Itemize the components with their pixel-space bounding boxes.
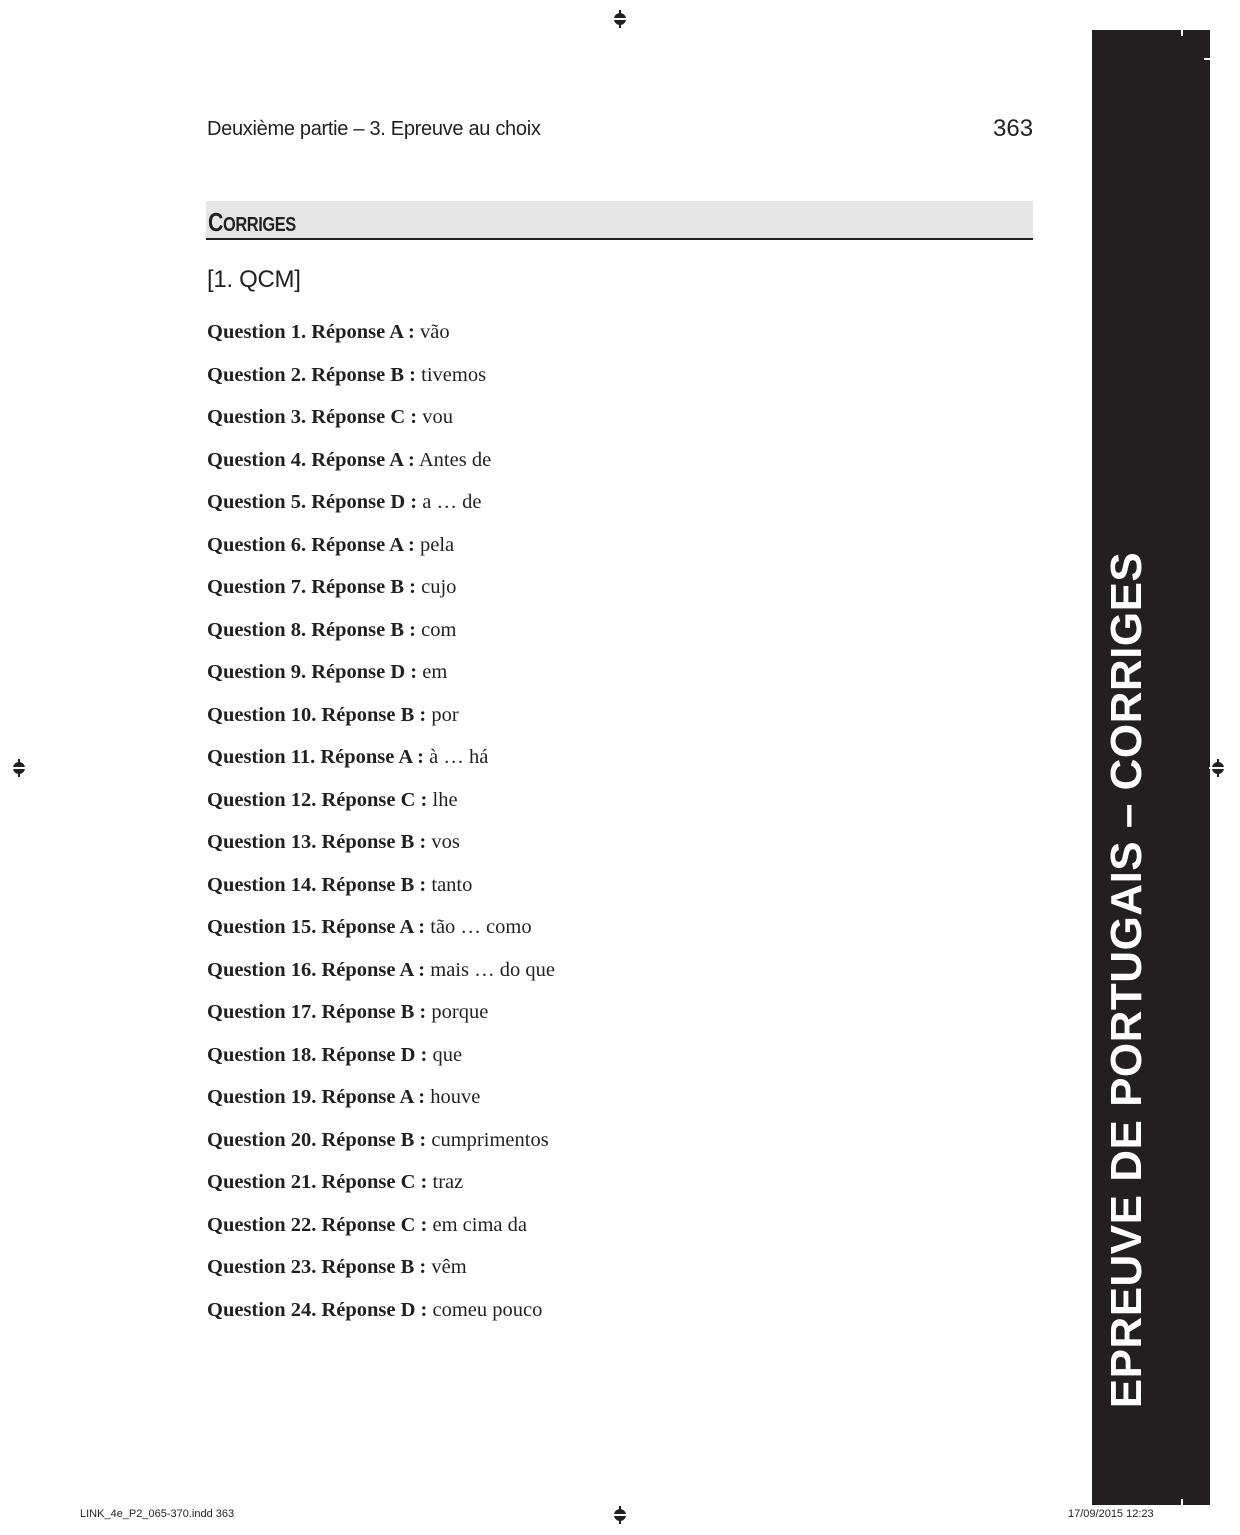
- answer-row: [207, 318, 555, 361]
- answer-text: tão … como: [430, 916, 532, 938]
- question-label: Question 14. Réponse B :: [207, 873, 427, 896]
- registration-mark-icon: [614, 13, 626, 25]
- crop-mark: [1181, 1499, 1183, 1505]
- title-initial: C: [208, 207, 223, 237]
- answer-row: [207, 871, 555, 914]
- question-label: Question 7. Réponse B :: [207, 576, 417, 598]
- crop-mark: [1181, 30, 1183, 36]
- question-label: Question 10. Réponse B :: [207, 703, 427, 726]
- answer-text: a … de: [422, 491, 482, 513]
- answer-text: cumprimentos: [431, 1128, 549, 1151]
- question-label: Question 18. Réponse D :: [207, 1043, 428, 1066]
- answer-row: [207, 488, 555, 531]
- answer-text: com: [421, 618, 457, 641]
- answer-text: vão: [420, 321, 450, 343]
- answer-row: [207, 361, 555, 404]
- page-number: 363: [993, 115, 1034, 142]
- answer-text: porque: [431, 1001, 489, 1023]
- running-head: Deuxième partie – 3. Epreuve au choix: [207, 118, 541, 140]
- answer-row: [207, 701, 555, 744]
- question-label: Question 13. Réponse B :: [207, 831, 427, 853]
- question-label: Question 15. Réponse A :: [207, 916, 426, 938]
- registration-mark-icon: [1212, 762, 1224, 774]
- answer-text: lhe: [432, 788, 458, 811]
- answer-text: mais … do que: [430, 958, 555, 981]
- answer-text: vou: [422, 406, 454, 428]
- question-label: Question 3. Réponse C :: [207, 406, 418, 428]
- answer-row: [207, 1253, 555, 1296]
- answer-row: [207, 1126, 555, 1169]
- answer-list: [207, 318, 555, 1338]
- side-tab-label: EPREUVE DE PORTUGAIS – CORRIGES: [1102, 551, 1151, 1409]
- question-label: Question 2. Réponse B :: [207, 363, 417, 386]
- answer-text: traz: [432, 1171, 464, 1193]
- section-header: [206, 201, 1033, 240]
- answer-text: por: [431, 703, 459, 726]
- crop-mark: [1204, 58, 1210, 60]
- answer-row: [207, 1083, 555, 1126]
- answer-row: [207, 1168, 555, 1211]
- footer-date: 17/09/2015 12:23: [1068, 1508, 1154, 1520]
- answer-row: [207, 998, 555, 1041]
- answer-text: houve: [430, 1086, 481, 1108]
- answer-row: [207, 658, 555, 701]
- answer-row: [207, 743, 555, 786]
- answer-text: comeu pouco: [432, 1298, 543, 1321]
- question-label: Question 20. Réponse B :: [207, 1128, 427, 1151]
- question-label: Question 23. Réponse B :: [207, 1256, 427, 1278]
- question-label: Question 1. Réponse A :: [207, 321, 415, 343]
- answer-text: vos: [431, 831, 460, 853]
- answer-text: que: [432, 1043, 463, 1066]
- answer-text: Antes de: [418, 448, 492, 471]
- answer-row: [207, 828, 555, 871]
- answer-row: [207, 956, 555, 999]
- question-label: Question 21. Réponse C :: [207, 1171, 428, 1193]
- answer-row: [207, 913, 555, 956]
- subsection-title: [1. QCM]: [207, 266, 301, 293]
- answer-row: [207, 1041, 555, 1084]
- registration-mark-icon: [13, 762, 25, 774]
- answer-row: [207, 1296, 555, 1339]
- answer-text: tanto: [431, 873, 473, 896]
- question-label: Question 9. Réponse D :: [207, 661, 418, 683]
- registration-mark-icon: [614, 1509, 626, 1521]
- section-title: [208, 207, 296, 238]
- answer-text: tivemos: [421, 363, 487, 386]
- question-label: Question 11. Réponse A :: [207, 746, 424, 768]
- question-label: Question 17. Réponse B :: [207, 1001, 427, 1023]
- answer-row: [207, 616, 555, 659]
- answer-row: [207, 786, 555, 829]
- answer-row: [207, 403, 555, 446]
- question-label: Question 6. Réponse A :: [207, 533, 415, 556]
- question-label: Question 5. Réponse D :: [207, 491, 418, 513]
- footer-file: LINK_4e_P2_065-370.indd 363: [80, 1508, 235, 1520]
- title-rest: ORRIGES: [222, 214, 296, 236]
- question-label: Question 22. Réponse C :: [207, 1213, 428, 1236]
- answer-text: à … há: [429, 746, 489, 768]
- question-label: Question 8. Réponse B :: [207, 618, 417, 641]
- answer-row: [207, 573, 555, 616]
- answer-row: [207, 531, 555, 574]
- question-label: Question 4. Réponse A :: [207, 448, 415, 471]
- question-label: Question 16. Réponse A :: [207, 958, 426, 981]
- answer-text: pela: [420, 533, 455, 556]
- answer-text: cujo: [421, 576, 457, 598]
- answer-text: em cima da: [432, 1213, 527, 1236]
- question-label: Question 19. Réponse A :: [207, 1086, 426, 1108]
- question-label: Question 24. Réponse D :: [207, 1298, 428, 1321]
- answer-text: em: [422, 661, 448, 683]
- answer-text: vêm: [431, 1256, 467, 1278]
- question-label: Question 12. Réponse C :: [207, 788, 428, 811]
- answer-row: [207, 1211, 555, 1254]
- answer-row: [207, 446, 555, 489]
